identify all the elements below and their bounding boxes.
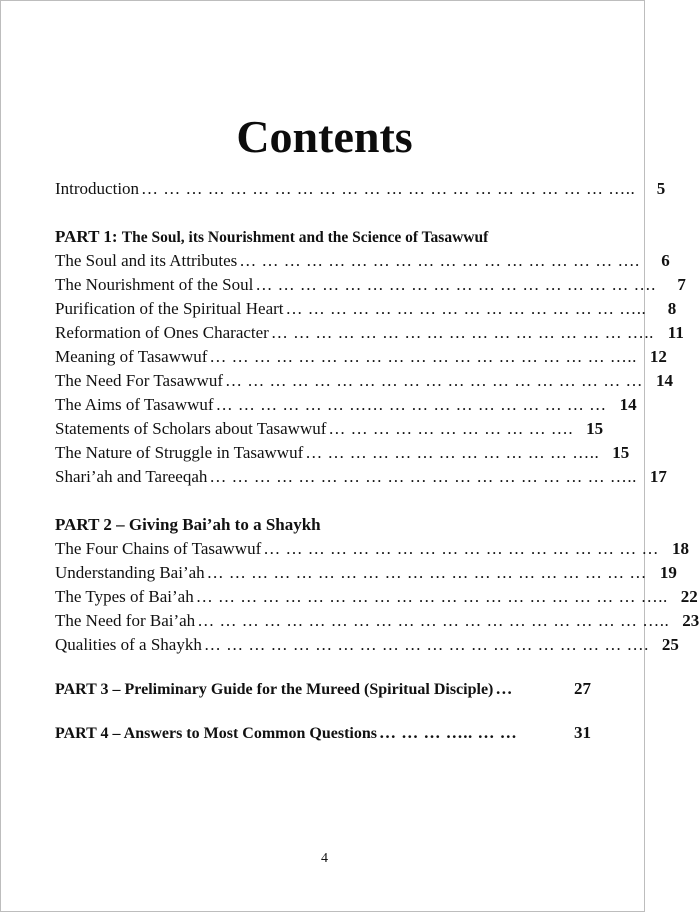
toc-page-number: 7 <box>677 275 686 294</box>
toc-entry <box>55 417 604 441</box>
toc-leader-dots: … … … … … … … … … … … … … … … … … … … … <box>206 563 647 582</box>
toc-leader-dots: … … … ….. … … <box>378 723 518 742</box>
part2-heading: PART 2 – Giving Bai’ah to a Shaykh <box>55 515 321 534</box>
toc-page-number: 12 <box>649 347 667 366</box>
toc-leader-dots: … … … … … … … … … … … … … … … … … … ….. <box>209 467 637 486</box>
toc-entry <box>55 465 667 489</box>
toc-entry <box>55 369 673 393</box>
toc-entry-label: The Types of Bai’ah <box>55 587 194 606</box>
toc-leader-dots: … … … … … … …… … … … … … … … … … … <box>215 395 607 414</box>
toc-entry-label: Shari’ah and Tareeqah <box>55 467 208 486</box>
toc-entry-label: Reformation of Ones Character <box>55 323 269 342</box>
toc-leader-dots: … … … … … … … … … … … … … … … … … …. <box>255 275 656 294</box>
toc-entry-part4 <box>55 721 591 745</box>
toc-entry <box>55 345 667 369</box>
toc-entry-part3 <box>55 677 591 701</box>
toc-entry-label: The Need for Bai’ah <box>55 611 196 630</box>
part1-prefix: PART 1: <box>55 227 118 246</box>
toc-leader-dots: … … … … … … … … … … … … … … … … … … … … … ….. <box>141 179 636 198</box>
toc-leader-dots: … <box>495 679 513 698</box>
toc-entry <box>55 585 698 609</box>
toc-leader-dots: … … … … … … … … … … … … … … … … … … … …. <box>203 635 649 654</box>
toc-entry-label: The Nourishment of the Soul <box>55 275 254 294</box>
part1-subtitle: The Soul, its Nourishment and the Science of Tasawwuf <box>121 229 489 246</box>
toc-entry-label: Meaning of Tasawwuf <box>55 347 208 366</box>
toc-page-number: 11 <box>667 323 684 342</box>
toc-page-number: 14 <box>655 371 673 390</box>
part1-heading <box>55 225 591 249</box>
toc-leader-dots: … … … … … … … … … … … … … … … … … … … … ….. <box>197 611 670 630</box>
toc-page-number: 8 <box>667 299 677 318</box>
toc-leader-dots: … … … … … … … … … … … … … … … … … … … … ….. <box>195 587 668 606</box>
toc-entry-label: Qualities of a Shaykh <box>55 635 202 654</box>
toc-entry <box>55 537 689 561</box>
toc-entry <box>55 609 699 633</box>
toc-entry-label: Statements of Scholars about Tasawwuf <box>55 419 327 438</box>
toc-entry <box>55 321 684 345</box>
toc-leader-dots: … … … … … … … … … … … … … … … … ….. <box>270 323 654 342</box>
toc-leader-dots: … … … … … … … … … … …. <box>328 419 574 438</box>
toc-entry <box>55 633 679 657</box>
toc-page-number: 5 <box>656 179 666 198</box>
toc-page-number: 17 <box>649 467 667 486</box>
toc-entry-label: The Nature of Struggle in Tasawwuf <box>55 443 304 462</box>
toc-page-number: 31 <box>574 723 591 742</box>
toc-page-number: 14 <box>619 395 637 414</box>
toc-leader-dots: … … … … … … … … … … … … ….. <box>305 443 600 462</box>
toc-entry <box>55 561 677 585</box>
page-number: 4 <box>321 851 328 866</box>
toc-page-number: 15 <box>586 419 604 438</box>
toc-entry <box>55 393 637 417</box>
toc-page-number: 22 <box>680 587 698 606</box>
toc-entry-label: Understanding Bai’ah <box>55 563 205 582</box>
toc-entry <box>55 273 686 297</box>
toc-entry-label: The Need For Tasawwuf <box>55 371 223 390</box>
table-of-contents <box>55 177 699 745</box>
toc-page-number: 19 <box>659 563 677 582</box>
part3-heading: PART 3 – Preliminary Guide for the Mureed (Spiritual Disciple) <box>55 681 494 698</box>
toc-entry <box>55 441 630 465</box>
toc-page-number: 6 <box>661 251 670 270</box>
toc-entry-label: Introduction <box>55 179 140 198</box>
toc-leader-dots: … … … … … … … … … … … … … … … … … … … <box>224 371 643 390</box>
toc-page-number: 18 <box>672 539 689 558</box>
toc-entry-label: The Four Chains of Tasawwuf <box>55 539 262 558</box>
toc-page-number: 25 <box>661 635 679 654</box>
toc-page-number: 15 <box>612 443 630 462</box>
toc-page-number: 23 <box>682 611 699 630</box>
toc-leader-dots: … … … … … … … … … … … … … … … … … … ….. <box>209 347 637 366</box>
part4-heading: PART 4 – Answers to Most Common Questions <box>55 725 377 742</box>
toc-leader-dots: … … … … … … … … … … … … … … … ….. <box>285 299 647 318</box>
toc-leader-dots: … … … … … … … … … … … … … … … … … …. <box>239 251 640 270</box>
toc-entry-label: Purification of the Spiritual Heart <box>55 299 284 318</box>
page-title: Contents <box>236 111 413 162</box>
toc-page-number: 27 <box>574 679 591 698</box>
toc-entry <box>55 297 677 321</box>
toc-entry-introduction <box>55 177 666 201</box>
toc-entry <box>55 249 670 273</box>
toc-entry-label: The Aims of Tasawwuf <box>55 395 214 414</box>
toc-entry-label: The Soul and its Attributes <box>55 251 238 270</box>
toc-leader-dots: … … … … … … … … … … … … … … … … … … <box>263 539 659 558</box>
